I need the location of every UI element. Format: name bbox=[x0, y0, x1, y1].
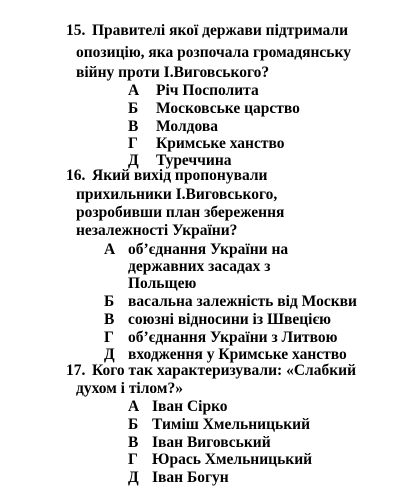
option-text: Юрась Хмельницький bbox=[152, 451, 313, 468]
question-17-number: 17. bbox=[66, 362, 86, 379]
question-15-text-line-3: війну проти І.Виговського? bbox=[76, 64, 270, 81]
question-15-text-line-2: опозицію, яка розпочала громадянську bbox=[76, 44, 351, 61]
option-letter: А bbox=[128, 398, 140, 415]
option-letter: Д bbox=[104, 346, 115, 363]
option-text: Іван Богун bbox=[152, 469, 229, 486]
question-15-text-line-1: Правителі якої держави підтримали bbox=[92, 22, 349, 39]
option-letter: Б bbox=[128, 100, 139, 117]
option-text: Іван Сірко bbox=[152, 398, 228, 415]
question-16-text-line-2: прихильники І.Виговського, bbox=[76, 186, 278, 203]
option-text: Московське царство bbox=[156, 100, 300, 117]
option-text: васальна залежність від Москви bbox=[128, 293, 357, 310]
question-16-number: 16. bbox=[66, 167, 86, 184]
option-letter: Г bbox=[128, 451, 138, 468]
option-letter: В bbox=[128, 118, 139, 135]
question-16-text-line-1: Який вихід пропонували bbox=[92, 167, 268, 184]
option-text: союзні відносини із Швецією bbox=[128, 311, 332, 328]
option-text-line-1: об’єднання України на bbox=[128, 241, 289, 258]
option-letter: В bbox=[104, 311, 115, 328]
option-letter: Б bbox=[104, 293, 115, 310]
option-letter: А bbox=[128, 82, 140, 99]
question-16-text-line-4: незалежності України? bbox=[76, 222, 238, 239]
question-15-number: 15. bbox=[66, 22, 86, 39]
option-text: Молдова bbox=[156, 118, 218, 135]
question-17-text-line-2: духом і тілом?» bbox=[76, 380, 183, 397]
option-letter: Б bbox=[128, 416, 139, 433]
question-16-text-line-3: розробивши план збереження bbox=[76, 204, 285, 221]
option-text: Туреччина bbox=[156, 152, 232, 169]
option-letter: Г bbox=[104, 329, 114, 346]
option-letter: Д bbox=[128, 469, 139, 486]
option-text: Іван Виговський bbox=[152, 434, 271, 451]
option-letter: В bbox=[128, 434, 139, 451]
question-17-text-line-1: Кого так характеризували: «Слабкий bbox=[92, 362, 356, 379]
option-text: Річ Посполита bbox=[156, 82, 259, 99]
option-text: входження у Кримське ханство bbox=[128, 346, 347, 363]
option-text: Кримське ханство bbox=[156, 135, 285, 152]
option-text: об’єднання України з Литвою bbox=[128, 329, 338, 346]
option-text-line-3: Польщею bbox=[128, 275, 197, 292]
option-text-line-2: державних засадах з bbox=[128, 258, 271, 275]
option-letter: Г bbox=[128, 135, 138, 152]
option-letter: Д bbox=[128, 152, 139, 169]
option-letter: А bbox=[104, 241, 116, 258]
option-text: Тиміш Хмельницький bbox=[152, 416, 311, 433]
